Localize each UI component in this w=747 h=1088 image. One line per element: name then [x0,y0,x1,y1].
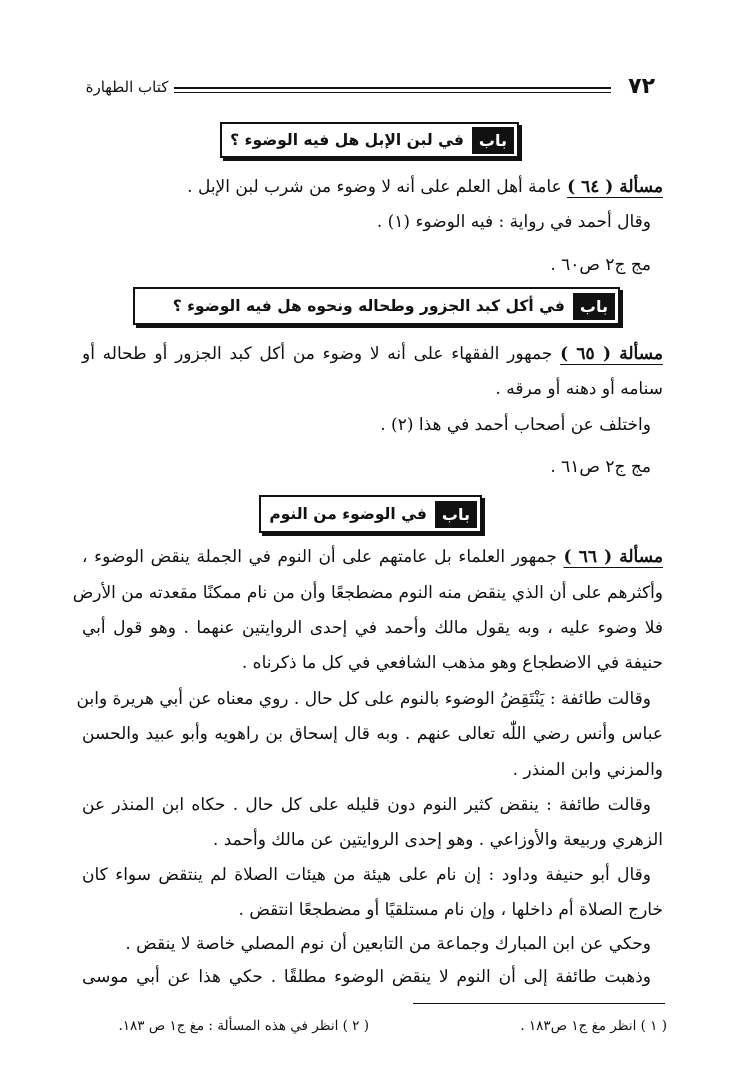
paragraph-line: وأكثرهم على أن الذي ينقض منه النوم مضطجعًا وأن من نام ممكنًا مقعدته من الأرض [72,583,663,603]
chapter-title: في لبن الإبل هل فيه الوضوء ؟ [230,131,464,149]
footnote-rule [413,1003,665,1004]
issue-label: مسألة ( ٦٦ ) [563,547,663,567]
paragraph-line: وقال أحمد في رواية : فيه الوضوء (١) . [376,212,651,232]
reference-line: مج ج٢ ص٦٠ . [550,255,651,275]
paragraph-line: وحكي عن ابن المبارك وجماعة من التابعين أن نوم المصلي خاصة لا ينقض . [125,934,651,954]
chapter-tag: باب [472,127,514,154]
chapter-title: في أكل كبد الجزور وطحاله ونحوه هل فيه الوضوء ؟ [172,297,565,315]
footnote-2: ( ٢ ) انظر في هذه المسألة : مغ ج١ ص ١٨٣. [118,1018,369,1034]
header-rule [174,87,611,93]
paragraph-line: وقالت طائفة : ينقض كثير النوم دون قليله على كل حال . حكاه ابن المنذر عن [82,795,651,815]
paragraph-line: خارج الصلاة أم داخلها ، وإن نام مستلقيًا أو مضطجعًا انتقض . [238,900,663,920]
paragraph-line: فلا وضوء عليه ، وبه يقول مالك وأحمد في إحدى الروايتين عنهما . وهو قول أبي [82,618,663,638]
issue-label: مسألة ( ٦٥ ) [560,344,663,364]
paragraph-line: واختلف عن أصحاب أحمد في هذا (٢) . [380,415,651,435]
paragraph-line [82,343,663,365]
paragraph-line: عباس وأنس رضي اللّٰه تعالى عنهم . وبه قال إسحاق بن راهويه وأبو عبيد والحسن [82,724,663,744]
paragraph-line: حنيفة في الاضطجاع وهو مذهب الشافعي في كل ما ذكرناه . [241,653,663,673]
paragraph-line: الزهري وربيعة والأوزاعي . وهو إحدى الروايتين عن مالك وأحمد . [212,830,663,850]
paragraph-line: وقالت طائفة : يَنْتَقِضُ الوضوء بالنوم على كل حال . روي معناه عن أبي هريرة وابن [76,689,651,709]
reference-line: مج ج٢ ص٦١ . [550,457,651,477]
paragraph-line [82,546,663,568]
footnote-1: ( ١ ) انظر مغ ج١ ص١٨٣ . [520,1018,667,1034]
chapter-title: في الوضوء من النوم [269,505,427,523]
paragraph-line: وذهبت طائفة إلى أن النوم لا ينقض الوضوء مطلقًا . حكي هذا عن أبي موسى [82,967,651,987]
chapter-heading [220,122,519,158]
paragraph-line: وقال أبو حنيفة وداود : إن نام على هيئة من هيئات الصلاة لم ينتقض سواء كان [82,865,651,885]
chapter-heading [133,287,620,325]
paragraph-line: والمزني وابن المنذر . [512,760,663,780]
paragraph-line: سنامه أو دهنه أو مرقه . [495,379,663,399]
paragraph-line [187,176,663,198]
issue-label: مسألة ( ٦٤ ) [567,177,663,197]
book-title: كتاب الطهارة [85,78,169,96]
paragraph-text: عامة أهل العلم على أنه لا وضوء من شرب لبن الإبل . [187,177,562,197]
chapter-tag: باب [573,293,615,320]
chapter-tag: باب [435,501,477,528]
chapter-heading [259,495,482,533]
paragraph-text: جمهور الفقهاء على أنه لا وضوء من أكل كبد الجزور أو طحاله أو [82,344,553,364]
paragraph-text: جمهور العلماء بل عامتهم على أن النوم في الجملة ينقض الوضوء ، [82,547,557,567]
page-number: ٧٢ [628,74,655,99]
